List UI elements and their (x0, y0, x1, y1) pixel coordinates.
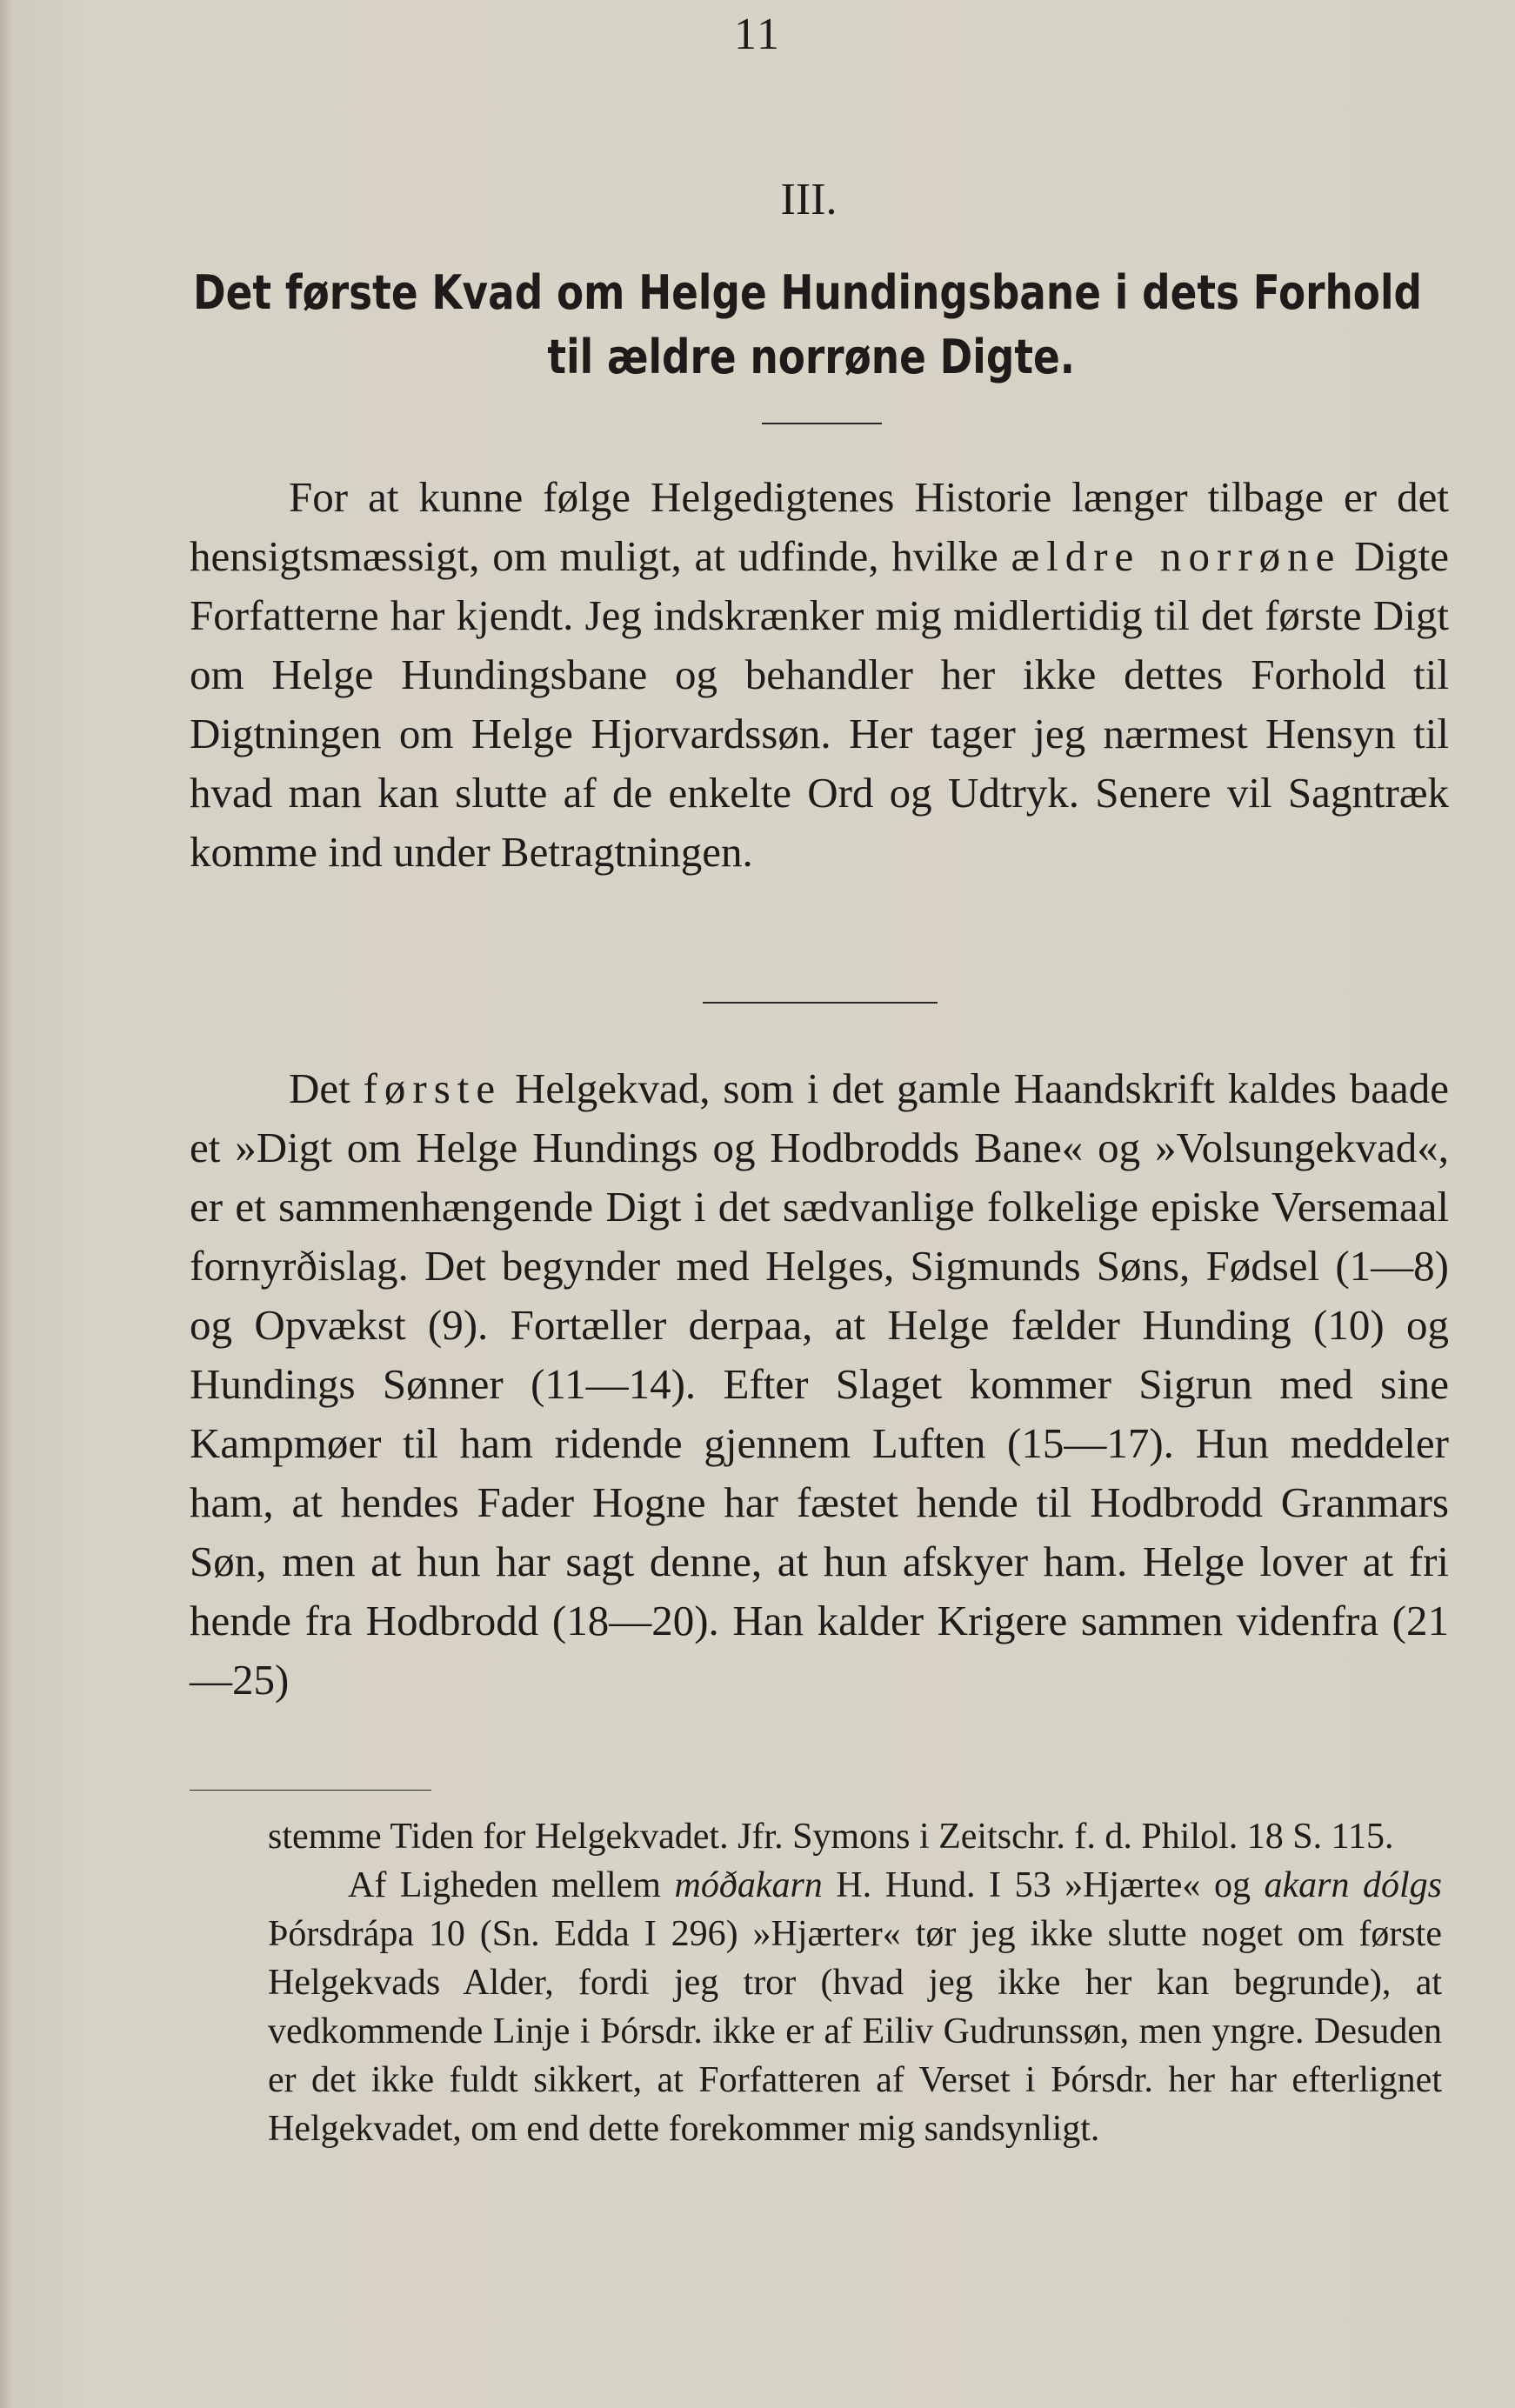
paragraph-2-part-c: Helgekvad, som i det gamle Haandskrift kaldes baade et »Digt om Helge Hundings og Hodbrodds Bane« og »Volsungekvad«, er et sammenhængende Digt i det sædvanlige folkelige episke Versemaal fornyrðislag. Det begynder med Helges, Sigmunds Søns, Fødsel (1—8) og Opvækst (9). Fortæller derpaa, at Helge fælder Hunding (10) og Hundings Sønner (11—14). Efter Slaget kommer Sigrun med sine Kampmøer til ham ridende gjennem Luften (15—17). Hun meddeler ham, at hendes Fader Hogne har fæstet hende til Hodbrodd Granmars Søn, men at hun har sagt denne, at hun afskyer ham. Helge lover at fri hende fra Hodbrodd (18—20). Han kalder Krigere sammen videnfra (21—25) (190, 1064, 1449, 1704)
paragraph-2 (190, 1059, 1449, 1710)
footnote-continuation: stemme Tiden for Helgekvadet. Jfr. Symons i Zeitschr. f. d. Philol. 18 S. 115. (268, 1817, 1394, 1857)
paragraph-1 (190, 468, 1449, 882)
footnote-2-part-a: Af Ligheden mellem (348, 1865, 675, 1905)
footnote-divider (190, 1790, 431, 1791)
paragraph-2-emphasis: første (363, 1064, 503, 1112)
paragraph-1-part-c: Digte Forfatterne har kjendt. Jeg indskrænker mig midlertidig til det første Digt om Helge Hundingsbane og behandler her ikke dettes Forhold til Digtningen om Helge Hjorvardssøn. Her tager jeg nærmest Hensyn til hvad man kan slutte af de enkelte Ord og Udtryk. Senere vil Sagntræk komme ind under Betragtningen. (190, 532, 1449, 876)
chapter-title (193, 261, 1422, 390)
footnote-2-part-c: H. Hund. I 53 »Hjærte« og (822, 1865, 1265, 1905)
paragraph-2-text (190, 1059, 1449, 1710)
footnotes (268, 1812, 1442, 2153)
chapter-number: III. (780, 175, 838, 224)
page-number: 11 (733, 10, 782, 59)
paragraph-1-part-a: For at kunne følge Helgedigtenes Historie længer tilbage er det hensigtsmæssigt, om muligt, at udfinde, hvilke (190, 473, 1449, 580)
paragraph-1-emphasis: ældre norrøne (1011, 532, 1342, 580)
footnote-2-part-e: Þórsdrápa 10 (Sn. Edda I 296) »Hjærter« tør jeg ikke slutte noget om første Helgekvads Alder, fordi jeg tror (hvad jeg ikke her kan begrunde), at vedkommende Linje i Þórsdr. ikke er af Eiliv Gudrunssøn, men yngre. Desuden er det ikke fuldt sikkert, at Forfatteren af Verset i Þórsdr. her har efterlignet Helgekvadet, om end dette forekommer mig sandsynligt. (268, 1914, 1442, 2149)
footnote-2 (268, 1861, 1442, 2153)
title-divider (762, 423, 882, 424)
footnote-2-italic-2: akarn dólgs (1264, 1865, 1443, 1905)
page-edge-shadow (0, 0, 12, 2408)
paragraph-2-part-a: Det (289, 1064, 364, 1112)
footnote-2-italic-1: móðakarn (674, 1865, 823, 1905)
paragraph-1-text (190, 468, 1449, 882)
chapter-title-line-1: Det første Kvad om Helge Hundingsbane i dets Forhold (193, 265, 1422, 320)
chapter-title-line-2: til ældre norrøne Digte. (547, 330, 1076, 384)
section-divider (703, 1002, 938, 1004)
